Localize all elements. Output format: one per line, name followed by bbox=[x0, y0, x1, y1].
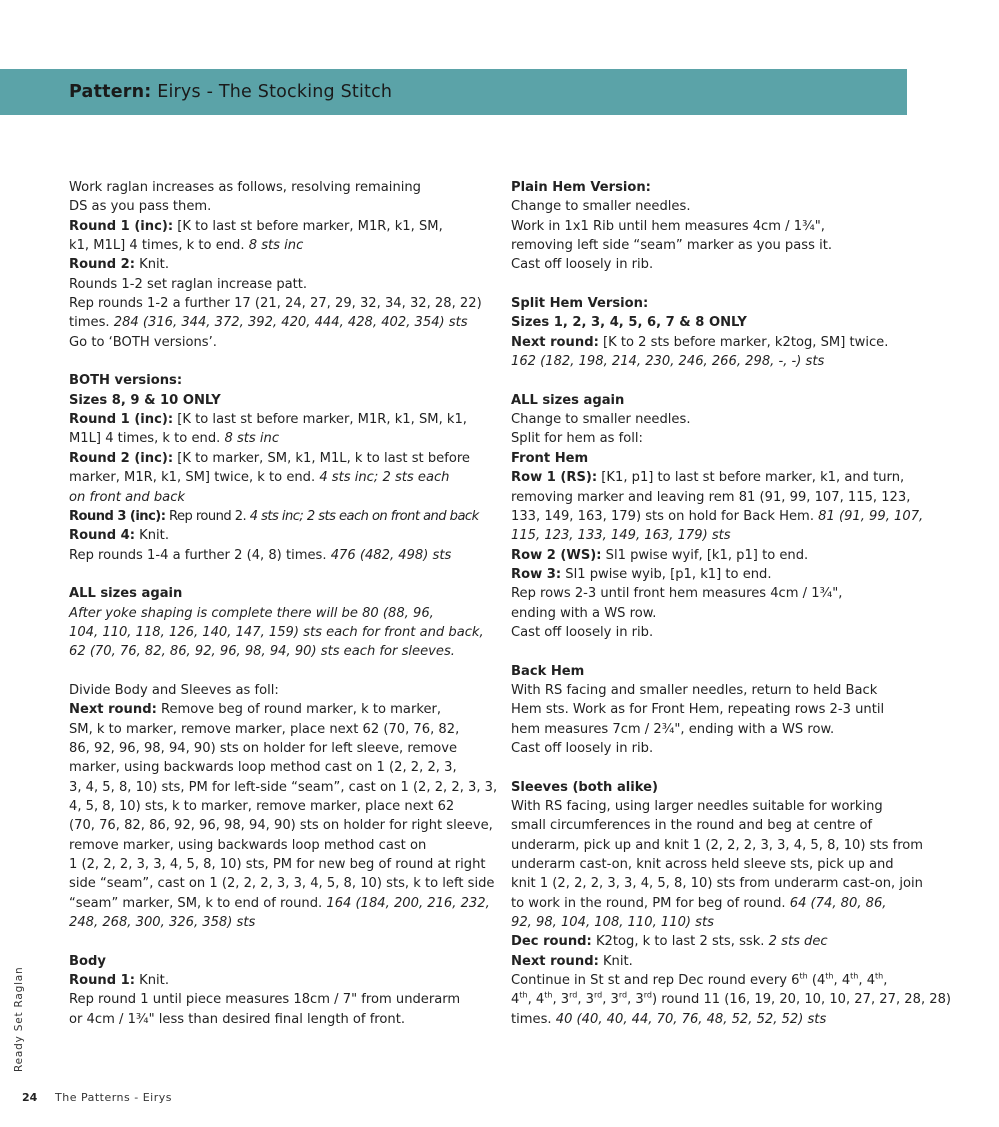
text-line: 162 (182, 198, 214, 230, 246, 266, 298, -, -) sts bbox=[511, 354, 825, 370]
text-line: Hem sts. Work as for Front Hem, repeating rows 2-3 until bbox=[511, 702, 885, 718]
text-line: SM, k to marker, remove marker, place next 62 (70, 76, 82, bbox=[69, 721, 460, 737]
text-line: 3, 4, 5, 8, 10) sts, PM for left-side “seam”, cast on 1 (2, 2, 2, 3, 3, bbox=[69, 779, 498, 795]
text-line: Round 4: Knit. bbox=[69, 528, 169, 544]
text-line: With RS facing, using larger needles suitable for working bbox=[511, 799, 883, 814]
footer-text: The Patterns - Eirys bbox=[55, 1091, 172, 1104]
text-line: or 4cm / 1¾" less than desired final length of front. bbox=[69, 1011, 406, 1027]
text-line: times. 284 (316, 344, 372, 392, 420, 444, 428, 402, 354) sts bbox=[69, 315, 468, 331]
text-line: After yoke shaping is complete there will be 80 (88, 96, bbox=[69, 605, 434, 621]
text-line: Round 2 (inc): [K to marker, SM, k1, M1L, k to last st before bbox=[69, 450, 470, 466]
section-heading: Back Hem bbox=[511, 663, 585, 679]
text-line: Rep rounds 1-4 a further 2 (4, 8) times. 476 (482, 498) sts bbox=[69, 547, 452, 563]
text-line: 104, 110, 118, 126, 140, 147, 159) sts each for front and back, bbox=[69, 624, 484, 640]
text-line: removing left side “seam” marker as you pass it. bbox=[511, 238, 833, 254]
text-line: Divide Body and Sleeves as foll: bbox=[69, 682, 279, 698]
text-line: “seam” marker, SM, k to end of round. 164 (184, 200, 216, 232, bbox=[69, 895, 490, 911]
text-line: removing marker and leaving rem 81 (91, 99, 107, 115, 123, bbox=[511, 489, 911, 505]
text-line: underarm, pick up and knit 1 (2, 2, 2, 3, 3, 4, 5, 8, 10) sts from bbox=[511, 837, 924, 853]
page-number: 24 bbox=[22, 1091, 38, 1104]
section-heading: ALL sizes again bbox=[69, 586, 183, 602]
text-line: Dec round: K2tog, k to last 2 sts, ssk. 2 sts dec bbox=[511, 934, 828, 950]
section-heading: Split Hem Version: bbox=[511, 296, 649, 312]
text-line: Next round: Remove beg of round marker, k to marker, bbox=[69, 702, 442, 718]
text-line: Next round: Knit. bbox=[511, 953, 633, 969]
text-line: marker, M1R, k1, SM] twice, k to end. 4 sts inc; 2 sts each bbox=[69, 470, 450, 486]
text-line: 86, 92, 96, 98, 94, 90) sts on holder for left sleeve, remove bbox=[69, 740, 458, 756]
section-heading: Plain Hem Version: bbox=[511, 180, 651, 195]
page-title: Pattern: Eirys - The Stocking Stitch bbox=[69, 82, 393, 102]
text-line: Round 1 (inc): [K to last st before marker, M1R, k1, SM, bbox=[69, 218, 443, 234]
text-line: Change to smaller needles. bbox=[511, 412, 691, 428]
text-line: 133, 149, 163, 179) sts on hold for Back Hem. 81 (91, 99, 107, bbox=[511, 508, 924, 524]
section-heading: Sleeves (both alike) bbox=[511, 779, 658, 795]
text-line: Round 1: Knit. bbox=[69, 973, 169, 989]
text-line: With RS facing and smaller needles, return to held Back bbox=[511, 682, 878, 698]
section-heading: ALL sizes again bbox=[511, 392, 625, 408]
text-line: Round 2: Knit. bbox=[69, 257, 169, 273]
text-line: times. 40 (40, 40, 44, 70, 76, 48, 52, 52, 52) sts bbox=[511, 1011, 827, 1027]
header-banner bbox=[0, 69, 907, 115]
text-line: 62 (70, 76, 82, 86, 92, 96, 98, 94, 90) sts each for sleeves. bbox=[69, 644, 455, 660]
sidebar-section-label: Ready Set Raglan bbox=[13, 966, 25, 1072]
text-line: side “seam”, cast on 1 (2, 2, 2, 3, 3, 4, 5, 8, 10) sts, k to left side bbox=[69, 876, 495, 892]
text-line: 4, 5, 8, 10) sts, k to marker, remove marker, place next 62 bbox=[69, 799, 455, 814]
text-line: Next round: [K to 2 sts before marker, k2tog, SM] twice. bbox=[511, 334, 889, 350]
section-heading: Sizes 8, 9 & 10 ONLY bbox=[69, 392, 221, 408]
text-line: knit 1 (2, 2, 2, 3, 3, 4, 5, 8, 10) sts from underarm cast-on, join bbox=[511, 876, 923, 892]
text-line: Row 1 (RS): [K1, p1] to last st before marker, k1, and turn, bbox=[511, 470, 905, 486]
text-line: 115, 123, 133, 149, 163, 179) sts bbox=[511, 528, 731, 544]
text-line: on front and back bbox=[69, 489, 185, 505]
text-line: Continue in St st and rep Dec round every 6th (4th, 4th, 4th, bbox=[511, 971, 888, 989]
text-line: to work in the round, PM for beg of round. 64 (74, 80, 86, bbox=[511, 895, 887, 911]
text-line: small circumferences in the round and beg at centre of bbox=[511, 818, 873, 834]
text-line: 92, 98, 104, 108, 110, 110) sts bbox=[511, 915, 714, 931]
text-line: Go to ‘BOTH versions’. bbox=[69, 334, 217, 350]
right-column bbox=[511, 178, 952, 1029]
text-line: Round 1 (inc): [K to last st before marker, M1R, k1, SM, k1, bbox=[69, 412, 467, 428]
section-heading: Sizes 1, 2, 3, 4, 5, 6, 7 & 8 ONLY bbox=[511, 315, 747, 331]
text-line: ending with a WS row. bbox=[511, 605, 657, 621]
text-line: Work raglan increases as follows, resolving remaining bbox=[69, 180, 421, 195]
section-heading: Front Hem bbox=[511, 450, 589, 466]
text-line: Rep rows 2-3 until front hem measures 4cm / 1¾", bbox=[511, 586, 843, 602]
text-line: Work in 1x1 Rib until hem measures 4cm / 1¾", bbox=[511, 218, 825, 234]
text-line: Cast off loosely in rib. bbox=[511, 624, 654, 640]
left-column bbox=[69, 178, 498, 1029]
text-line: Rounds 1-2 set raglan increase patt. bbox=[69, 276, 308, 292]
text-line: Change to smaller needles. bbox=[511, 199, 691, 215]
text-line: 4th, 4th, 3rd, 3rd, 3rd, 3rd) round 11 (16, 19, 20, 10, 10, 27, 27, 28, 28) bbox=[511, 991, 952, 1008]
text-line: Cast off loosely in rib. bbox=[511, 257, 654, 273]
section-heading: Body bbox=[69, 953, 106, 969]
text-line: hem measures 7cm / 2¾", ending with a WS row. bbox=[511, 721, 835, 737]
text-line: Row 2 (WS): Sl1 pwise wyif, [k1, p1] to end. bbox=[511, 547, 809, 563]
text-line: M1L] 4 times, k to end. 8 sts inc bbox=[69, 431, 280, 447]
text-line: underarm cast-on, knit across held sleeve sts, pick up and bbox=[511, 857, 894, 873]
text-line: remove marker, using backwards loop method cast on bbox=[69, 837, 427, 853]
text-line: Row 3: Sl1 pwise wyib, [p1, k1] to end. bbox=[511, 566, 772, 582]
text-line: Cast off loosely in rib. bbox=[511, 740, 654, 756]
text-line: DS as you pass them. bbox=[69, 199, 212, 215]
text-line: 248, 268, 300, 326, 358) sts bbox=[69, 915, 256, 931]
text-line: 1 (2, 2, 2, 3, 3, 4, 5, 8, 10) sts, PM for new beg of round at right bbox=[69, 857, 486, 873]
text-line: k1, M1L] 4 times, k to end. 8 sts inc bbox=[69, 238, 304, 254]
text-line: Rep round 1 until piece measures 18cm / 7" from underarm bbox=[69, 992, 461, 1008]
text-line: Round 3 (inc): Rep round 2. 4 sts inc; 2 sts each on front and back bbox=[69, 508, 479, 524]
section-heading: BOTH versions: bbox=[69, 373, 183, 389]
text-line: (70, 76, 82, 86, 92, 96, 98, 94, 90) sts on holder for right sleeve, bbox=[69, 818, 493, 834]
text-line: marker, using backwards loop method cast on 1 (2, 2, 2, 3, bbox=[69, 760, 457, 776]
text-line: Rep rounds 1-2 a further 17 (21, 24, 27, 29, 32, 34, 32, 28, 22) bbox=[69, 296, 482, 312]
text-line: Split for hem as foll: bbox=[511, 431, 643, 447]
